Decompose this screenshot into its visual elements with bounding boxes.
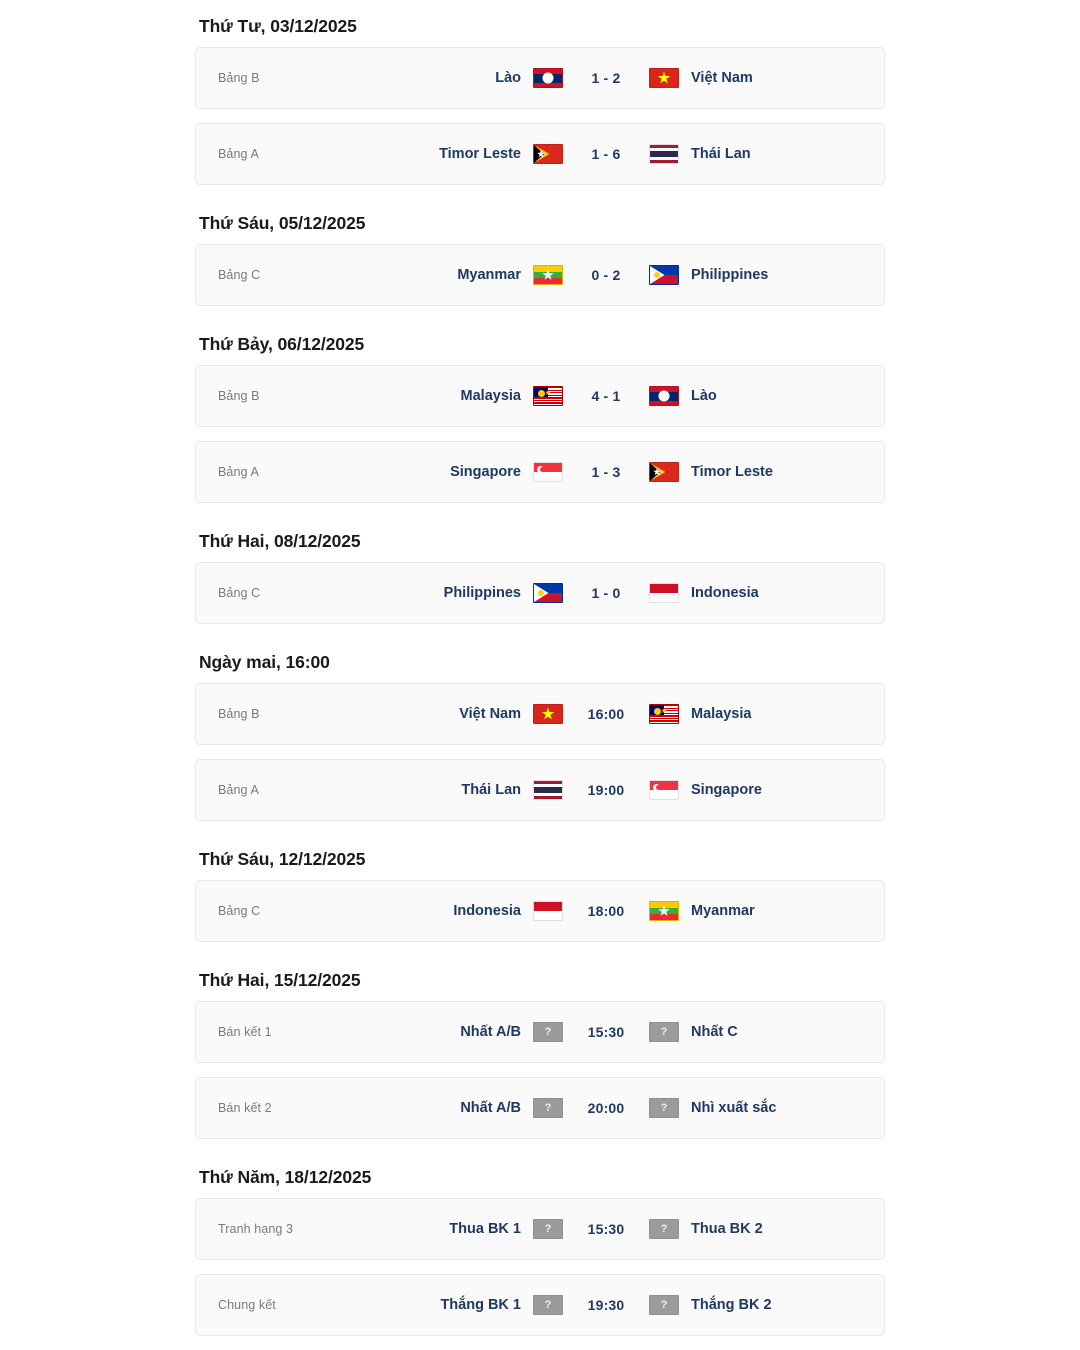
flag-unknown-icon xyxy=(533,1098,563,1118)
flag-unknown-icon xyxy=(649,1022,679,1042)
match-group-label: Bảng C xyxy=(218,904,261,918)
unknown-team-glyph: ? xyxy=(660,1298,668,1311)
home-team-name: Myanmar xyxy=(457,267,521,283)
away-team xyxy=(649,1295,866,1315)
away-team-name: Lào xyxy=(691,388,717,404)
away-team-name: Indonesia xyxy=(691,585,759,601)
match-card[interactable] xyxy=(195,123,885,185)
match-card[interactable] xyxy=(195,1077,885,1139)
match-group-label: Bảng A xyxy=(218,465,259,479)
match-group-label: Bảng A xyxy=(218,147,259,161)
flag-indonesia-icon xyxy=(533,901,563,921)
home-team-name: Singapore xyxy=(450,464,521,480)
away-team-name: Philippines xyxy=(691,267,769,283)
match-card[interactable] xyxy=(195,880,885,942)
day-date-header: Thứ Năm, 18/12/2025 xyxy=(199,1167,372,1187)
away-team-name: Malaysia xyxy=(691,706,752,722)
day-date-header: Thứ Sáu, 12/12/2025 xyxy=(199,849,366,869)
flag-unknown-icon xyxy=(649,1295,679,1315)
home-team-name: Việt Nam xyxy=(459,706,521,722)
match-group-label: Bán kết 2 xyxy=(218,1101,272,1115)
flag-unknown-icon xyxy=(533,1022,563,1042)
match-score-or-kickoff: 16:00 xyxy=(587,706,625,722)
unknown-team-glyph: ? xyxy=(660,1025,668,1038)
flag-unknown-icon xyxy=(533,1295,563,1315)
home-team-name: Nhất A/B xyxy=(460,1100,521,1116)
unknown-team-glyph: ? xyxy=(544,1101,552,1114)
match-score-or-kickoff: 15:30 xyxy=(587,1024,625,1040)
flag-malaysia-icon xyxy=(649,704,679,724)
match-schedule-list xyxy=(195,0,885,1336)
home-team-name: Timor Leste xyxy=(439,146,521,162)
home-team xyxy=(346,780,563,800)
match-group-label: Bảng B xyxy=(218,71,260,85)
match-group-label: Bảng C xyxy=(218,268,261,282)
home-team xyxy=(346,462,563,482)
match-card[interactable] xyxy=(195,365,885,427)
away-team-name: Nhất C xyxy=(691,1024,738,1040)
flag-unknown-icon xyxy=(533,1219,563,1239)
day-date-header: Thứ Hai, 08/12/2025 xyxy=(199,531,361,551)
flag-myanmar-icon xyxy=(533,265,563,285)
match-score-or-kickoff: 18:00 xyxy=(587,903,625,919)
flag-thailand-icon xyxy=(649,144,679,164)
match-card[interactable] xyxy=(195,683,885,745)
unknown-team-glyph: ? xyxy=(544,1222,552,1235)
away-team xyxy=(649,386,866,406)
flag-indonesia-icon xyxy=(649,583,679,603)
away-team-name: Việt Nam xyxy=(691,70,753,86)
match-group-label: Bảng A xyxy=(218,783,259,797)
match-card[interactable] xyxy=(195,1001,885,1063)
unknown-team-glyph: ? xyxy=(660,1101,668,1114)
flag-philippines-icon xyxy=(649,265,679,285)
day-group xyxy=(195,638,885,821)
match-score-or-kickoff: 4 - 1 xyxy=(591,388,621,404)
flag-malaysia-icon xyxy=(533,386,563,406)
home-team-name: Malaysia xyxy=(460,388,521,404)
match-score-or-kickoff: 1 - 2 xyxy=(591,70,621,86)
match-card[interactable] xyxy=(195,47,885,109)
away-team xyxy=(649,583,866,603)
home-team xyxy=(346,1295,563,1315)
day-date-header: Ngày mai, 16:00 xyxy=(199,652,330,672)
home-team xyxy=(346,1022,563,1042)
day-group xyxy=(195,320,885,503)
flag-timor-leste-icon xyxy=(533,144,563,164)
home-team-name: Philippines xyxy=(443,585,521,601)
home-team-name: Indonesia xyxy=(453,903,521,919)
away-team xyxy=(649,1219,866,1239)
away-team xyxy=(649,1022,866,1042)
away-team-name: Thái Lan xyxy=(691,146,751,162)
home-team-name: Nhất A/B xyxy=(460,1024,521,1040)
home-team-name: Thua BK 1 xyxy=(449,1221,521,1237)
away-team-name: Myanmar xyxy=(691,903,755,919)
day-group xyxy=(195,1153,885,1336)
match-score-or-kickoff: 1 - 0 xyxy=(591,585,621,601)
flag-singapore-icon xyxy=(649,780,679,800)
home-team xyxy=(346,68,563,88)
match-group-label: Chung kết xyxy=(218,1298,276,1312)
match-group-label: Bảng B xyxy=(218,707,260,721)
away-team xyxy=(649,144,866,164)
match-group-label: Tranh hạng 3 xyxy=(218,1222,294,1236)
match-score-or-kickoff: 19:00 xyxy=(587,782,625,798)
flag-timor-leste-icon xyxy=(649,462,679,482)
match-card[interactable] xyxy=(195,759,885,821)
day-date-header: Thứ Bảy, 06/12/2025 xyxy=(199,334,365,354)
home-team xyxy=(346,1098,563,1118)
flag-thailand-icon xyxy=(533,780,563,800)
day-group xyxy=(195,956,885,1139)
match-card[interactable] xyxy=(195,1198,885,1260)
away-team-name: Nhì xuất sắc xyxy=(691,1100,777,1116)
away-team-name: Singapore xyxy=(691,782,762,798)
match-card[interactable] xyxy=(195,441,885,503)
away-team xyxy=(649,780,866,800)
unknown-team-glyph: ? xyxy=(660,1222,668,1235)
flag-philippines-icon xyxy=(533,583,563,603)
flag-unknown-icon xyxy=(649,1219,679,1239)
day-date-header: Thứ Sáu, 05/12/2025 xyxy=(199,213,366,233)
unknown-team-glyph: ? xyxy=(544,1025,552,1038)
home-team-name: Thái Lan xyxy=(461,782,521,798)
day-date-header: Thứ Hai, 15/12/2025 xyxy=(199,970,361,990)
away-team-name: Timor Leste xyxy=(691,464,773,480)
match-score-or-kickoff: 20:00 xyxy=(587,1100,625,1116)
home-team-name: Lào xyxy=(495,70,521,86)
flag-vietnam-icon xyxy=(649,68,679,88)
match-card[interactable] xyxy=(195,562,885,624)
day-group xyxy=(195,835,885,942)
home-team xyxy=(346,901,563,921)
match-score-or-kickoff: 1 - 3 xyxy=(591,464,621,480)
away-team xyxy=(649,901,866,921)
away-team xyxy=(649,265,866,285)
flag-unknown-icon xyxy=(649,1098,679,1118)
away-team xyxy=(649,1098,866,1118)
match-group-label: Bảng B xyxy=(218,389,260,403)
match-card[interactable] xyxy=(195,244,885,306)
home-team xyxy=(346,265,563,285)
away-team xyxy=(649,68,866,88)
away-team-name: Thắng BK 2 xyxy=(691,1297,772,1313)
away-team xyxy=(649,462,866,482)
flag-laos-icon xyxy=(533,68,563,88)
away-team-name: Thua BK 2 xyxy=(691,1221,763,1237)
flag-laos-icon xyxy=(649,386,679,406)
home-team xyxy=(346,144,563,164)
home-team xyxy=(346,386,563,406)
home-team xyxy=(346,704,563,724)
day-date-header: Thứ Tư, 03/12/2025 xyxy=(199,16,357,36)
match-score-or-kickoff: 0 - 2 xyxy=(591,267,621,283)
flag-singapore-icon xyxy=(533,462,563,482)
match-group-label: Bảng C xyxy=(218,586,261,600)
day-group xyxy=(195,517,885,624)
match-card[interactable] xyxy=(195,1274,885,1336)
away-team xyxy=(649,704,866,724)
match-group-label: Bán kết 1 xyxy=(218,1025,272,1039)
match-score-or-kickoff: 15:30 xyxy=(587,1221,625,1237)
home-team xyxy=(346,583,563,603)
match-score-or-kickoff: 19:30 xyxy=(587,1297,625,1313)
unknown-team-glyph: ? xyxy=(544,1298,552,1311)
match-score-or-kickoff: 1 - 6 xyxy=(591,146,621,162)
flag-vietnam-icon xyxy=(533,704,563,724)
day-group xyxy=(195,8,885,185)
home-team-name: Thắng BK 1 xyxy=(440,1297,521,1313)
home-team xyxy=(346,1219,563,1239)
flag-myanmar-icon xyxy=(649,901,679,921)
day-group xyxy=(195,199,885,306)
